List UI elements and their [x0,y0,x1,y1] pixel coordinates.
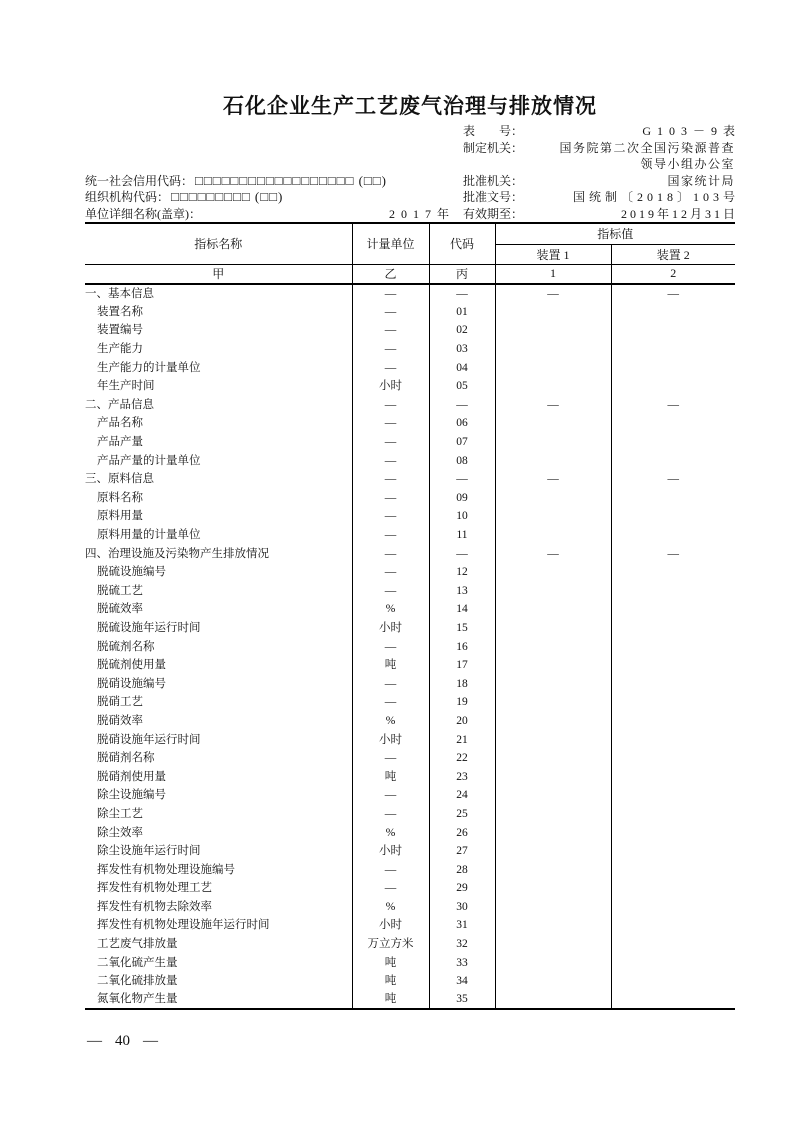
device2-value-cell [611,916,735,935]
unit-cell: — [352,470,429,489]
device1-value-cell [495,656,611,675]
device1-value-cell [495,489,611,508]
table-row [85,935,735,954]
key-cell: 1 [495,264,611,284]
unit-cell: — [352,414,429,433]
indicator-name-cell: 脱硝剂使用量 [85,767,352,786]
code-cell: 28 [429,860,495,879]
unit-cell: % [352,712,429,731]
table-row [85,600,735,619]
code-cell: 14 [429,600,495,619]
unit-cell: — [352,303,429,322]
uscc-boxes: □□□□□□□□□□□□□□□□□□ (□□) [195,172,387,188]
table-row [85,284,735,303]
column-key-row [85,264,735,284]
code-cell: 10 [429,507,495,526]
unit-cell: — [352,284,429,303]
key-cell: 丙 [429,264,495,284]
device2-value-cell [611,656,735,675]
device1-value-cell [495,600,611,619]
unit-cell: % [352,823,429,842]
valid-until-label: 有效期至： [463,206,524,221]
code-cell: 15 [429,619,495,638]
org-code-boxes: □□□□□□□□□ (□□) [171,189,284,204]
valid-until-row [463,206,738,223]
device2-value-cell: — [667,473,679,486]
header-row-1 [85,223,735,244]
col-header-indicator: 指标名称 [85,223,352,264]
device1-value-cell [495,805,611,824]
table-row [85,582,735,601]
table-row [85,842,735,861]
device2-value-cell [611,563,735,582]
code-cell: 29 [429,879,495,898]
code-cell: 17 [429,656,495,675]
table-row [85,823,735,842]
indicator-name-cell: 四、治理设施及污染物产生排放情况 [85,544,352,563]
device1-value-cell [495,358,611,377]
device2-value-cell [611,805,735,824]
device1-value-cell [495,953,611,972]
page-number-value: 40 [115,1033,130,1050]
indicator-name-cell: 挥发性有机物处理工艺 [85,879,352,898]
device1-value-cell [495,526,611,545]
key-cell: 2 [611,264,735,284]
code-cell: 33 [429,953,495,972]
indicator-name-cell: 脱硝设施年运行时间 [85,730,352,749]
device1-value-cell [495,749,611,768]
indicator-name-cell: 除尘工艺 [85,805,352,824]
code-cell: — [429,396,495,415]
indicator-name-cell: 二氧化硫排放量 [85,972,352,991]
indicator-name-cell: 除尘设施编号 [85,786,352,805]
device2-value-cell [611,451,735,470]
unit-cell: 小时 [352,619,429,638]
col-header-unit: 计量单位 [352,223,429,264]
device1-value-cell [495,767,611,786]
org-code-row [85,189,463,206]
indicator-name-cell: 二、产品信息 [85,396,352,415]
device1-value-cell [495,786,611,805]
device2-value-cell [611,507,735,526]
key-cell: 甲 [85,264,352,284]
code-cell: 26 [429,823,495,842]
valid-until-value: 2019年12月31日 [620,206,738,221]
approver-label: 批准机关： [463,173,524,188]
code-cell: 35 [429,991,495,1010]
device1-value-cell [495,712,611,731]
code-cell: 19 [429,693,495,712]
table-row [85,321,735,340]
table-row [85,805,735,824]
indicator-name-cell: 脱硫设施编号 [85,563,352,582]
unit-cell: 吨 [352,953,429,972]
issuer-value-line2: 领导小组办公室 [640,157,735,171]
device1-value-cell [495,377,611,396]
device1-value-cell [495,637,611,656]
indicator-name-cell: 脱硫工艺 [85,582,352,601]
device1-value-cell [495,582,611,601]
unit-cell: — [352,396,429,415]
indicator-name-cell: 年生产时间 [85,377,352,396]
table-row [85,470,735,489]
table-row [85,656,735,675]
doc-no-value: 国统制〔2018〕103号 [572,190,739,204]
table-row [85,916,735,935]
device2-value-cell [611,991,735,1010]
table-row [85,563,735,582]
unit-cell: — [352,340,429,359]
unit-cell: 小时 [352,730,429,749]
device2-value-cell [611,712,735,731]
device1-value-cell [495,451,611,470]
indicator-name-cell: 脱硝剂名称 [85,749,352,768]
page-number-dash-left: — [87,1033,102,1050]
table-row [85,489,735,508]
device1-value-cell [495,916,611,935]
code-cell: 03 [429,340,495,359]
indicator-name-cell: 脱硝效率 [85,712,352,731]
table-row [85,991,735,1010]
device2-value-cell [611,860,735,879]
unit-cell: — [352,860,429,879]
device1-value-cell [495,507,611,526]
indicator-name-cell: 装置编号 [85,321,352,340]
unit-cell: — [352,637,429,656]
indicator-name-cell: 原料用量 [85,507,352,526]
unit-cell: 吨 [352,767,429,786]
indicator-name-cell: 脱硫设施年运行时间 [85,619,352,638]
table-row [85,358,735,377]
indicator-name-cell: 挥发性有机物处理设施年运行时间 [85,916,352,935]
device2-value-cell [611,935,735,954]
table-row [85,303,735,322]
report-year: 2017年 [388,206,455,221]
code-cell: 06 [429,414,495,433]
code-cell: 24 [429,786,495,805]
unit-cell: 小时 [352,842,429,861]
table-row [85,730,735,749]
unit-cell: — [352,544,429,563]
code-cell: 04 [429,358,495,377]
device1-value-cell [495,898,611,917]
indicator-name-cell: 一、基本信息 [85,284,352,303]
device2-value-cell [611,823,735,842]
table-row [85,507,735,526]
indicator-name-cell: 原料用量的计量单位 [85,526,352,545]
device2-value-cell [611,358,735,377]
indicator-name-cell: 原料名称 [85,489,352,508]
code-cell: 02 [429,321,495,340]
unit-cell: — [352,526,429,545]
device2-value-cell [611,972,735,991]
device2-value-cell [611,619,735,638]
indicator-name-cell: 装置名称 [85,303,352,322]
table-row [85,433,735,452]
col-header-value: 指标值 [495,223,735,244]
table-row [85,749,735,768]
unit-name-row [85,206,463,223]
code-cell: 23 [429,767,495,786]
indicator-name-cell: 三、原料信息 [85,470,352,489]
indicator-name-cell: 除尘效率 [85,823,352,842]
unit-cell: — [352,879,429,898]
uscc-row [85,173,463,190]
table-row [85,451,735,470]
uscc-label: 统一社会信用代码： [85,173,194,188]
device2-value-cell: — [667,398,679,411]
device1-value-cell [495,730,611,749]
device1-value-cell [495,674,611,693]
device1-value-cell [495,823,611,842]
device2-value-cell: — [667,287,679,300]
approver-value: 国家统计局 [667,173,735,188]
unit-cell: — [352,433,429,452]
indicator-name-cell: 脱硝设施编号 [85,674,352,693]
device1-value-cell [495,619,611,638]
device2-value-cell [611,879,735,898]
device1-value-cell [495,842,611,861]
device1-value-cell: — [495,544,611,563]
unit-cell: 吨 [352,991,429,1010]
page-footer [87,1033,735,1050]
device1-value-cell: — [495,396,611,415]
code-cell: 16 [429,637,495,656]
unit-cell: — [352,451,429,470]
indicator-name-cell: 脱硫剂名称 [85,637,352,656]
indicator-name-cell: 除尘设施年运行时间 [85,842,352,861]
table-row [85,544,735,563]
device2-value-cell [611,582,735,601]
device2-value-cell [611,842,735,861]
unit-cell: % [352,600,429,619]
device1-value-cell [495,860,611,879]
code-cell: — [429,470,495,489]
code-cell: 32 [429,935,495,954]
page-number-dash-right: — [143,1033,158,1050]
table-row [85,879,735,898]
device2-value-cell [611,303,735,322]
table-body [85,284,735,1009]
code-cell: 34 [429,972,495,991]
code-cell: 31 [429,916,495,935]
code-cell: 08 [429,451,495,470]
col-header-code: 代码 [429,223,495,264]
unit-cell: 小时 [352,377,429,396]
device2-value-cell [611,749,735,768]
table-header [85,223,735,284]
code-cell: 18 [429,674,495,693]
indicator-name-cell: 产品产量的计量单位 [85,451,352,470]
code-cell: 09 [429,489,495,508]
code-cell: 11 [429,526,495,545]
device2-value-cell [611,693,735,712]
approver-row [463,173,735,190]
col-header-device1: 装置 1 [495,244,611,264]
indicator-name-cell: 二氧化硫产生量 [85,953,352,972]
indicator-name-cell: 工艺废气排放量 [85,935,352,954]
indicator-name-cell: 生产能力 [85,340,352,359]
table-row [85,712,735,731]
device2-value-cell [611,489,735,508]
table-row [85,340,735,359]
device2-value-cell [611,786,735,805]
table-row [85,414,735,433]
device1-value-cell [495,433,611,452]
device2-value-cell [611,730,735,749]
page-title: 石化企业生产工艺废气治理与排放情况 [223,94,597,118]
key-cell: 乙 [352,264,429,284]
code-cell: 25 [429,805,495,824]
indicator-name-cell: 产品名称 [85,414,352,433]
device1-value-cell [495,991,611,1010]
issuer-label: 制定机关： [463,140,524,155]
unit-name-label: 单位详细名称(盖章)： [85,206,201,221]
code-cell: 30 [429,898,495,917]
issuer-value-line1: 国务院第二次全国污染源普查 [559,140,735,155]
unit-cell: — [352,693,429,712]
issuer-row-continued [463,156,735,173]
doc-no-label: 批准文号： [463,190,524,204]
code-cell: 05 [429,377,495,396]
content-area [85,0,741,1050]
indicator-name-cell: 脱硫效率 [85,600,352,619]
header-meta [85,123,741,222]
table-no-row [463,123,741,140]
indicator-name-cell: 生产能力的计量单位 [85,358,352,377]
table-row [85,953,735,972]
device1-value-cell [495,563,611,582]
unit-cell: — [352,489,429,508]
unit-cell: — [352,674,429,693]
issuer-row [463,140,735,157]
device1-value-cell [495,972,611,991]
device2-value-cell [611,433,735,452]
unit-cell: — [352,749,429,768]
device1-value-cell [495,879,611,898]
col-header-device2: 装置 2 [656,247,690,262]
org-code-label: 组织机构代码： [85,190,170,204]
device2-value-cell [611,340,735,359]
table-no-value: G103－9表 [642,124,741,138]
unit-cell: — [352,786,429,805]
indicator-name-cell: 挥发性有机物去除效率 [85,898,352,917]
table-row [85,898,735,917]
meta-right-block [463,123,741,222]
table-row [85,972,735,991]
device1-value-cell: — [495,284,611,303]
table-row [85,693,735,712]
code-cell: 22 [429,749,495,768]
indicator-name-cell: 脱硝工艺 [85,693,352,712]
page-number [87,1033,735,1050]
unit-cell: — [352,582,429,601]
table-row [85,377,735,396]
device1-value-cell [495,340,611,359]
unit-cell: 小时 [352,916,429,935]
device2-value-cell [611,674,735,693]
device2-value-cell: — [667,547,679,560]
unit-cell: 吨 [352,972,429,991]
table-row [85,637,735,656]
device1-value-cell [495,414,611,433]
unit-cell: — [352,507,429,526]
code-cell: 13 [429,582,495,601]
table-row [85,674,735,693]
table-row [85,619,735,638]
unit-cell: % [352,898,429,917]
code-cell: 01 [429,303,495,322]
code-cell: 20 [429,712,495,731]
code-cell: — [429,544,495,563]
unit-cell: — [352,563,429,582]
unit-cell: — [352,321,429,340]
doc-no-row [463,189,739,206]
indicator-name-cell: 产品产量 [85,433,352,452]
indicator-table [85,222,735,1010]
code-cell: — [429,284,495,303]
table-row [85,767,735,786]
device1-value-cell [495,321,611,340]
code-cell: 27 [429,842,495,861]
table-no-label: 表 号： [463,124,524,138]
unit-cell: — [352,805,429,824]
device2-value-cell [611,637,735,656]
device1-value-cell [495,693,611,712]
table-row [85,786,735,805]
unit-cell: 吨 [352,656,429,675]
code-cell: 12 [429,563,495,582]
device1-value-cell: — [495,470,611,489]
indicator-name-cell: 氮氧化物产生量 [85,991,352,1010]
table-row [85,526,735,545]
device2-value-cell [611,767,735,786]
indicator-name-cell: 脱硫剂使用量 [85,656,352,675]
device2-value-cell [611,898,735,917]
device2-value-cell [611,953,735,972]
code-cell: 21 [429,730,495,749]
meta-left-block [85,173,463,223]
unit-cell: 万立方米 [352,935,429,954]
table-row [85,860,735,879]
code-cell: 07 [429,433,495,452]
indicator-name-cell: 挥发性有机物处理设施编号 [85,860,352,879]
device1-value-cell [495,935,611,954]
unit-cell: — [352,358,429,377]
device2-value-cell [611,414,735,433]
device2-value-cell [611,377,735,396]
device2-value-cell [611,321,735,340]
device2-value-cell [611,526,735,545]
device2-value-cell [611,600,735,619]
table-row [85,396,735,415]
device1-value-cell [495,303,611,322]
